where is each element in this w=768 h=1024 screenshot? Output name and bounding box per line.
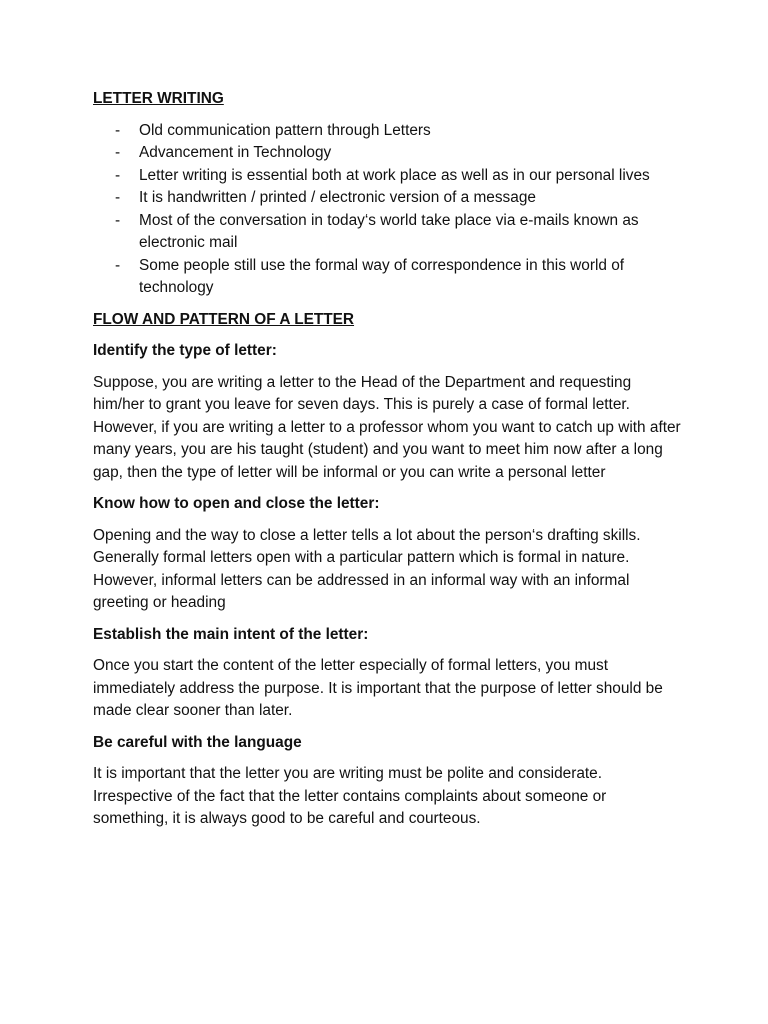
section-heading-language: Be careful with the language — [93, 733, 302, 751]
section-body-open-close: Opening and the way to close a letter tells a lot about the person‘s drafting skills. Generally formal letters open with a particular pattern which is formal in nature. However, informal letters can be addressed in an informal way with an informal greeting or heading — [93, 526, 641, 611]
section-body-main-intent: Once you start the content of the letter especially of formal letters, you must immediately address the purpose. It is important that the purpose of letter should be made clear sooner than later. — [93, 657, 663, 719]
document-title: LETTER WRITING — [93, 90, 224, 107]
bullet-dash: - — [115, 121, 121, 139]
section-title: FLOW AND PATTERN OF A LETTER — [93, 310, 355, 328]
list-item-text: Letter writing is essential both at work place as well as in our personal lives — [139, 166, 650, 184]
list-item-text: Most of the conversation in today‘s world take place via e-mails known as electronic mail — [139, 211, 639, 251]
section-heading-open-close: Know how to open and close the letter: — [93, 495, 380, 512]
list-item — [93, 165, 683, 188]
list-item — [93, 210, 683, 255]
intro-bullet-list — [93, 120, 683, 300]
bullet-dash: - — [115, 144, 121, 161]
section-body-type-of-letter: Suppose, you are writing a letter to the Head of the Department and requesting him/her to grant you leave for seven days. This is purely a case of formal letter. However, if you are writing a letter to a professor whom you want to catch up with after many years, you are his taught (student) and you want to meet him now after a long gap, then the type of letter will be informal or you can write a personal letter — [93, 373, 681, 481]
bullet-dash: - — [115, 189, 121, 206]
list-item — [93, 187, 683, 210]
list-item-text: Advancement in Technology — [139, 144, 332, 161]
list-item — [93, 120, 683, 143]
list-item-text: Old communication pattern through Letters — [139, 121, 431, 139]
bullet-dash: - — [115, 211, 121, 229]
list-item — [93, 255, 683, 300]
list-item-text: It is handwritten / printed / electronic version of a message — [139, 189, 536, 206]
bullet-dash: - — [115, 256, 121, 274]
list-item — [93, 142, 683, 165]
bullet-dash: - — [115, 166, 121, 184]
document-page — [93, 88, 683, 840]
list-item-text: Some people still use the formal way of correspondence in this world of technology — [139, 256, 625, 296]
section-heading-main-intent: Establish the main intent of the letter: — [93, 625, 369, 643]
section-heading-type-of-letter: Identify the type of letter: — [93, 342, 277, 359]
section-body-language: It is important that the letter you are writing must be polite and considerate. Irrespective of the fact that the letter contains complaints about someone or something, it is always good to be careful and courteous. — [93, 765, 607, 827]
